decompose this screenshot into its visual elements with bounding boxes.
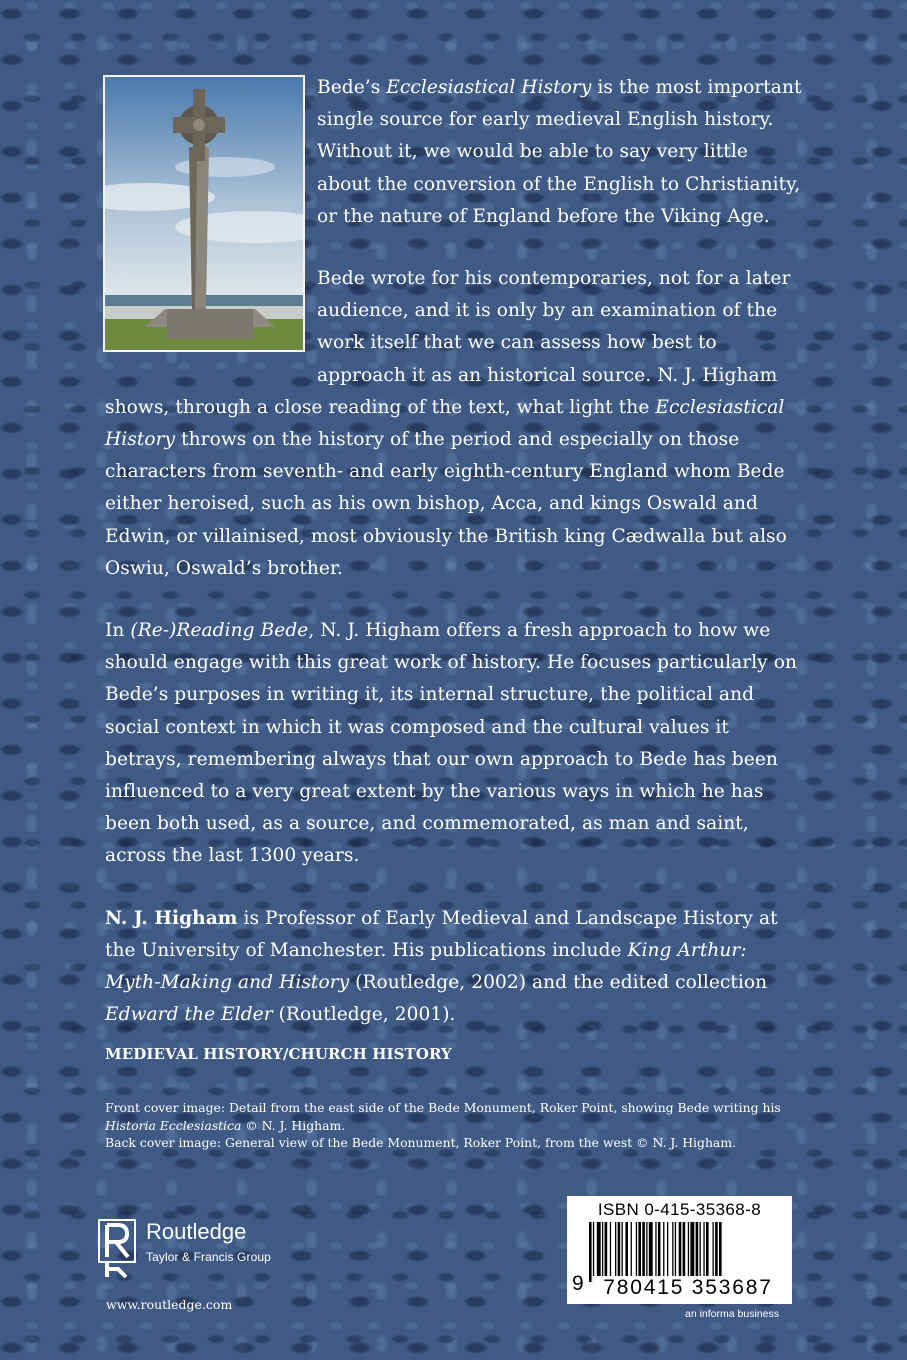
blurb-paragraph-3: In (Re-)Reading Bede, N. J. Higham offers a fresh approach to how we should engage with this great work of history. He focuses particularly on Bede’s purposes in writing it, its internal structure, the political and social context in which it was composed and the cultural values it betrays, remembering always that our own approach to Bede has been influenced to a very great extent by the various ways in which he has been both used, as a source, and commemorated, as man and saint, across the last 1300 years. — [105, 620, 797, 867]
publisher-url: www.routledge.com — [106, 1297, 233, 1312]
isbn-barcode — [567, 1196, 792, 1304]
photo-spacer — [105, 72, 317, 360]
image-credits — [105, 1099, 825, 1152]
blurb-paragraph-2: Bede wrote for his contemporaries, not for a later audience, and it is only by an examination of the work itself that we can assess how best to approach it as an historical source. N. J. Higham shows, through a close reading of the text, what light the Ecclesiastical History throws on the history of the period and especially on those characters from seventh- and early eighth-century England whom Bede either heroised, such as his own bishop, Acca, and kings Oswald and Edwin, or villainised, most obviously the British king Cædwalla but also Oswiu, Oswald’s brother. — [105, 268, 791, 579]
blurb-paragraph-1: Bede’s Ecclesiastical History is the most important single source for early medieval English history. Without it, we would be able to say very little about the conversion of the English to Christianity, or the nature of England before the Viking Age. — [317, 77, 802, 227]
publisher-name: Routledge — [146, 1219, 247, 1244]
blurb — [105, 72, 807, 1061]
publisher-group: Taylor & Francis Group — [146, 1250, 271, 1264]
ean-digits: 780415 353687 — [593, 1276, 783, 1300]
informa-tagline: an informa business — [685, 1308, 779, 1320]
isbn-number: ISBN 0-415-35368-8 — [597, 1200, 762, 1219]
author-bio: N. J. Higham is Professor of Early Medieval and Landscape History at the University of Manchester. His publications include King Arthur: Myth-Making and History (Routledge, 2002) and the edited collection Edward the Elder (Routledge, 2001). — [105, 907, 778, 1026]
publisher-logo — [98, 1219, 298, 1281]
routledge-logo-icon — [98, 1219, 136, 1279]
subject-category: MEDIEVAL HISTORY/CHURCH HISTORY — [105, 1045, 452, 1063]
front-cover-credit: Front cover image: Detail from the east side of the Bede Monument, Roker Point, showing Bede writing his Historia Ecclesiastica © N. J. Higham. — [105, 1100, 781, 1133]
ean-prefix: 9 — [572, 1272, 584, 1295]
back-cover-credit: Back cover image: General view of the Bede Monument, Roker Point, from the west © N. J. Higham. — [105, 1135, 737, 1150]
barcode-icon — [589, 1222, 779, 1282]
